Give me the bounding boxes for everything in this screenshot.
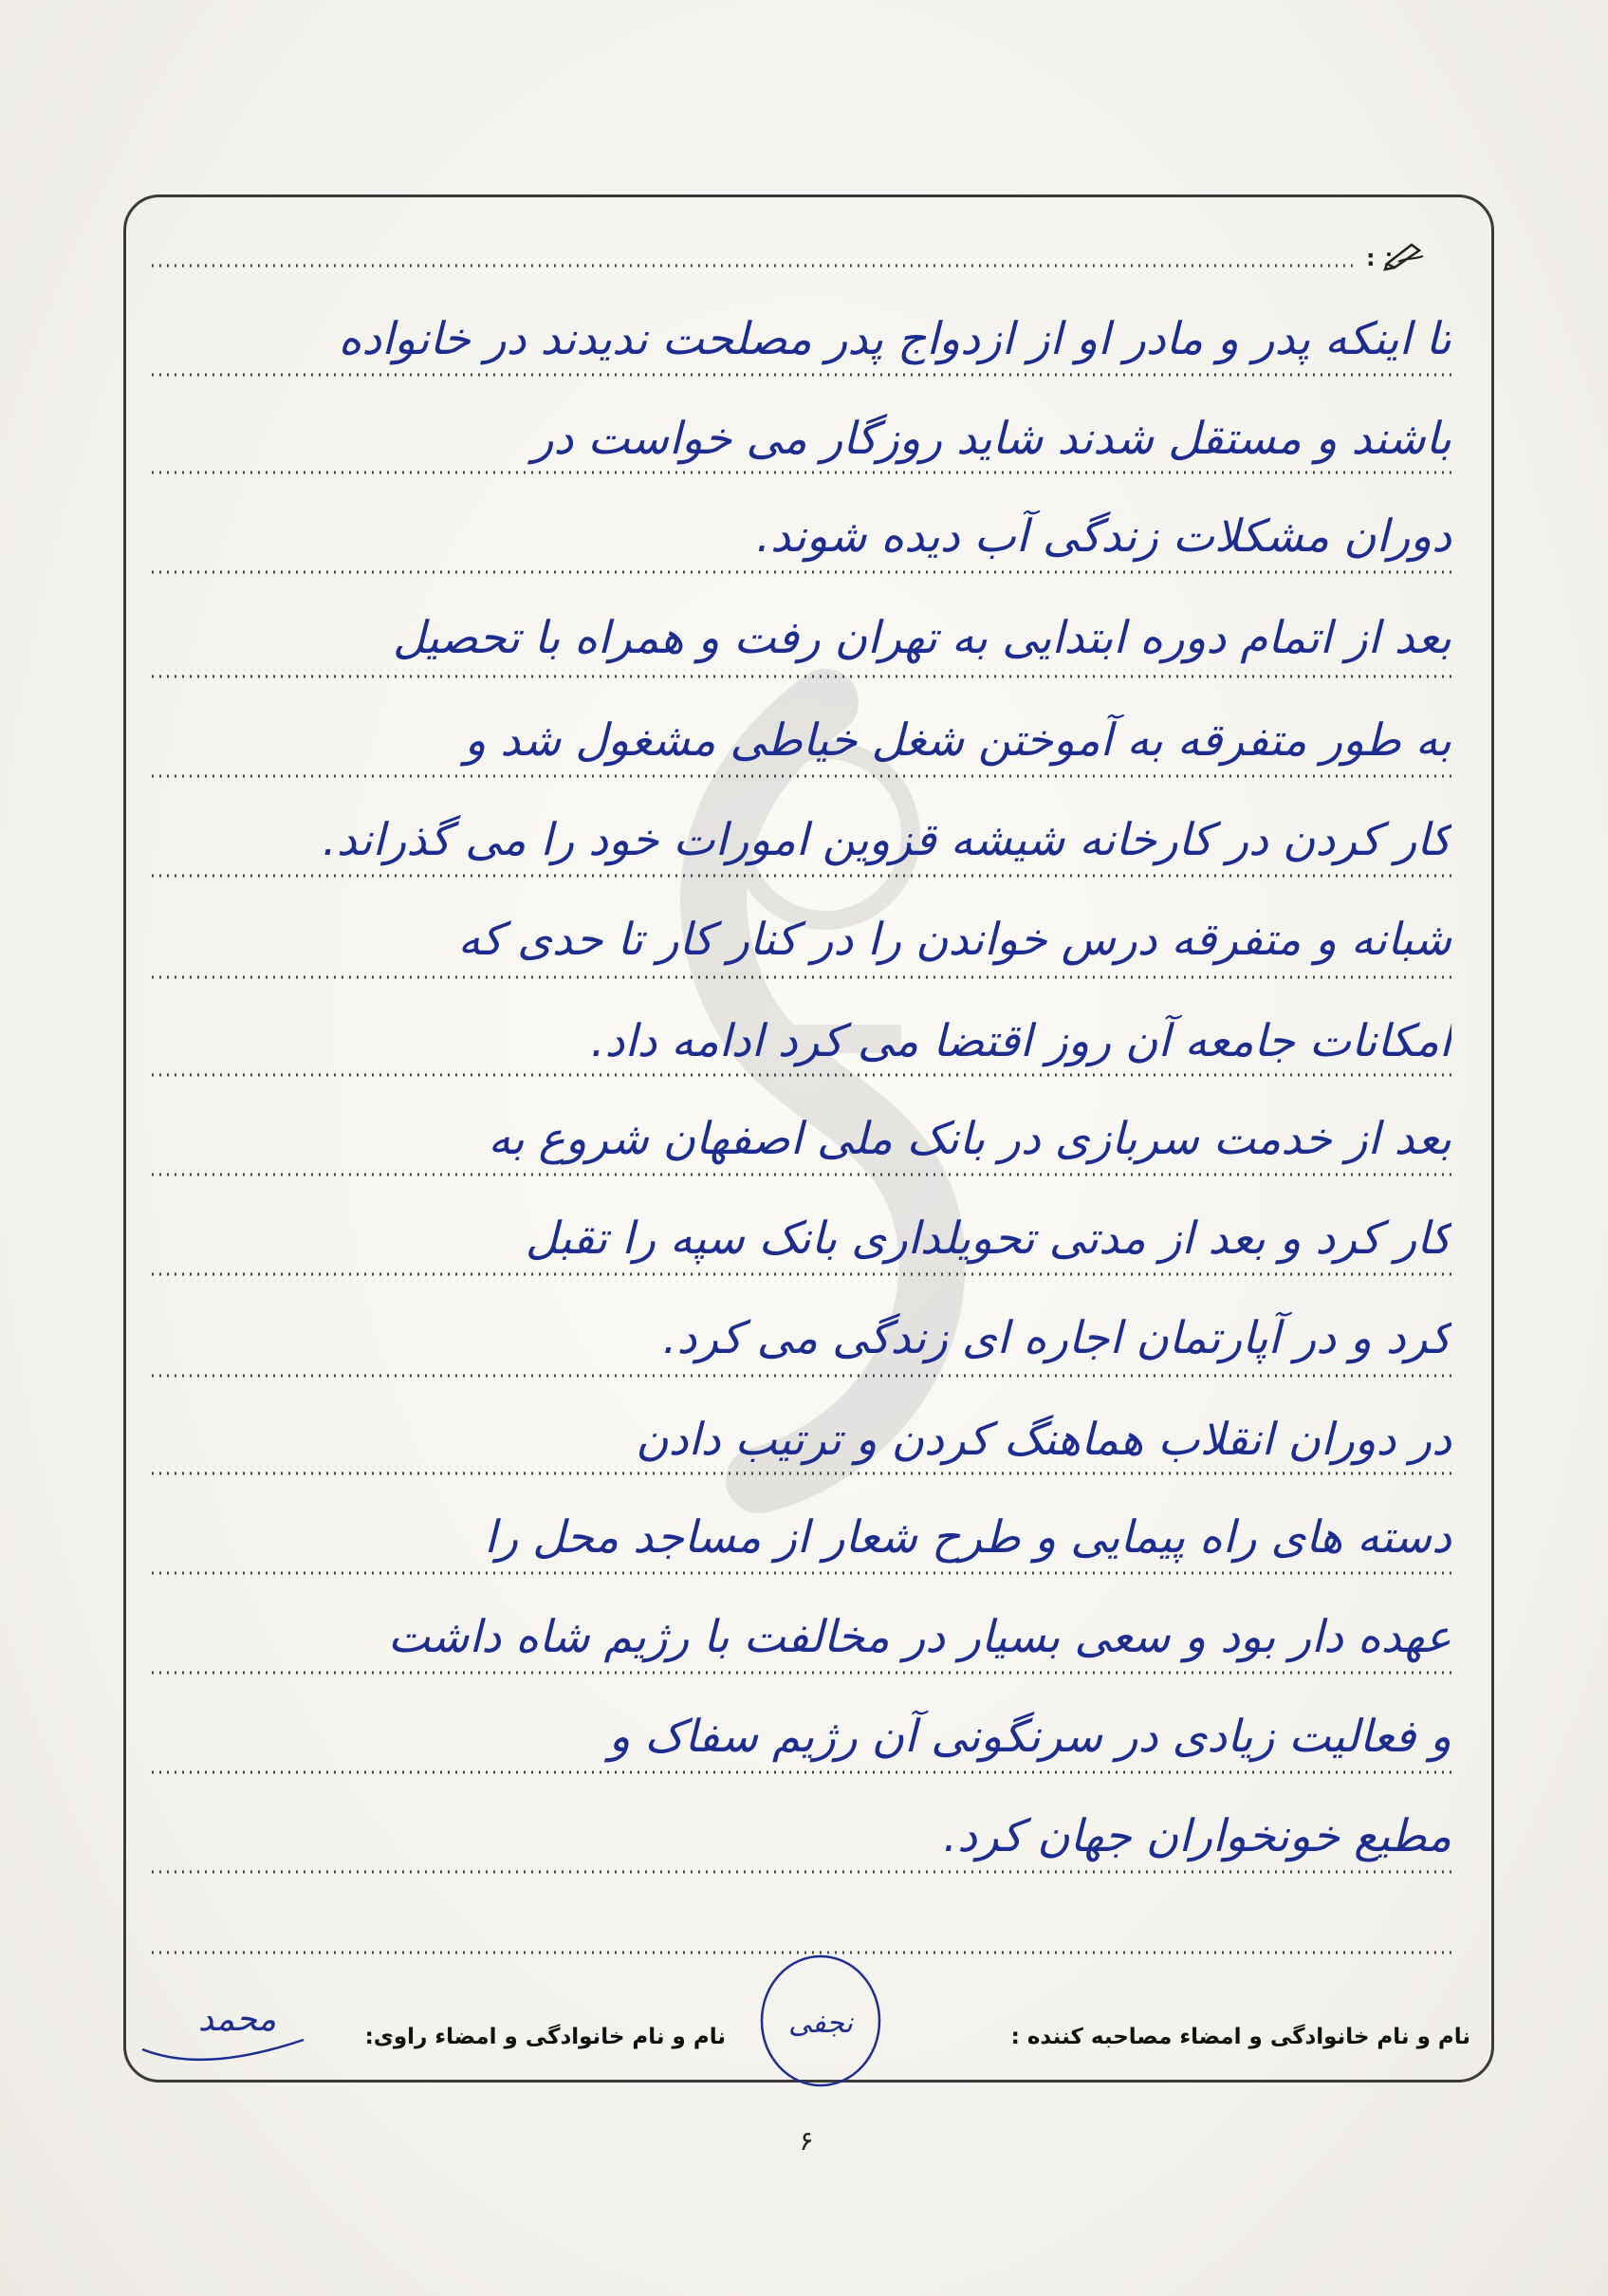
- handwritten-line: کار کرد و بعد از مدتی تحویلداری بانک سپه را تقبل: [525, 1213, 1451, 1265]
- handwritten-line: بعد از خدمت سربازی در بانک ملی اصفهان شروع به: [488, 1113, 1451, 1165]
- narrator-label: نام و نام خانوادگی و امضاء راوی:: [364, 2025, 726, 2049]
- handwritten-line: دسته های راه پیمایی و طرح شعار از مساجد محل را: [484, 1511, 1451, 1564]
- handwritten-line: کار کردن در کارخانه شیشه قزوین امورات خود را می گذراند.: [322, 814, 1451, 866]
- interviewer-signature-text: نجفی: [788, 2007, 853, 2040]
- narrator-signature-text: محمد: [197, 2000, 277, 2039]
- page-number: ۶: [799, 2125, 814, 2157]
- handwritten-line: بعد از اتمام دوره ابتدایی به تهران رفت و همراه با تحصیل: [393, 612, 1451, 664]
- handwritten-line: عهده دار بود و سعی بسیار در مخالفت با رژیم شاه داشت: [387, 1611, 1451, 1663]
- header-colon: :: [1366, 245, 1376, 271]
- handwritten-line: کرد و در آپارتمان اجاره ای زندگی می کرد.: [662, 1312, 1451, 1364]
- handwritten-line: تا اینکه پدر و مادر او از ازدواج پدر مصلحت ندیدند در خانواده: [338, 313, 1451, 365]
- interviewer-label: نام و نام خانوادگی و امضاء مصاحبه کننده :: [1010, 2025, 1470, 2049]
- handwritten-line: باشند و مستقل شدند شاید روزگار می خواست در: [531, 413, 1451, 465]
- handwritten-line: شبانه و متفرقه درس خواندن را در کنار کار تا حدی که: [457, 914, 1451, 966]
- narrator-signature: [133, 1964, 323, 2078]
- handwritten-line: به طور متفرقه به آموختن شغل خیاطی مشغول شد و: [464, 714, 1451, 767]
- interviewer-signature: [749, 1954, 892, 2097]
- handwritten-line: و فعالیت زیادی در سرنگونی آن رژیم سفاک و: [608, 1711, 1451, 1763]
- handwritten-line: دوران مشکلات زندگی آب دیده شوند.: [756, 510, 1451, 563]
- handwritten-line: امکانات جامعه آن روز اقتضا می کرد ادامه داد.: [590, 1015, 1451, 1067]
- handwritten-line: مطیع خونخواران جهان کرد.: [943, 1810, 1451, 1862]
- handwritten-line: در دوران انقلاب هماهنگ کردن و ترتیب دادن: [636, 1414, 1451, 1466]
